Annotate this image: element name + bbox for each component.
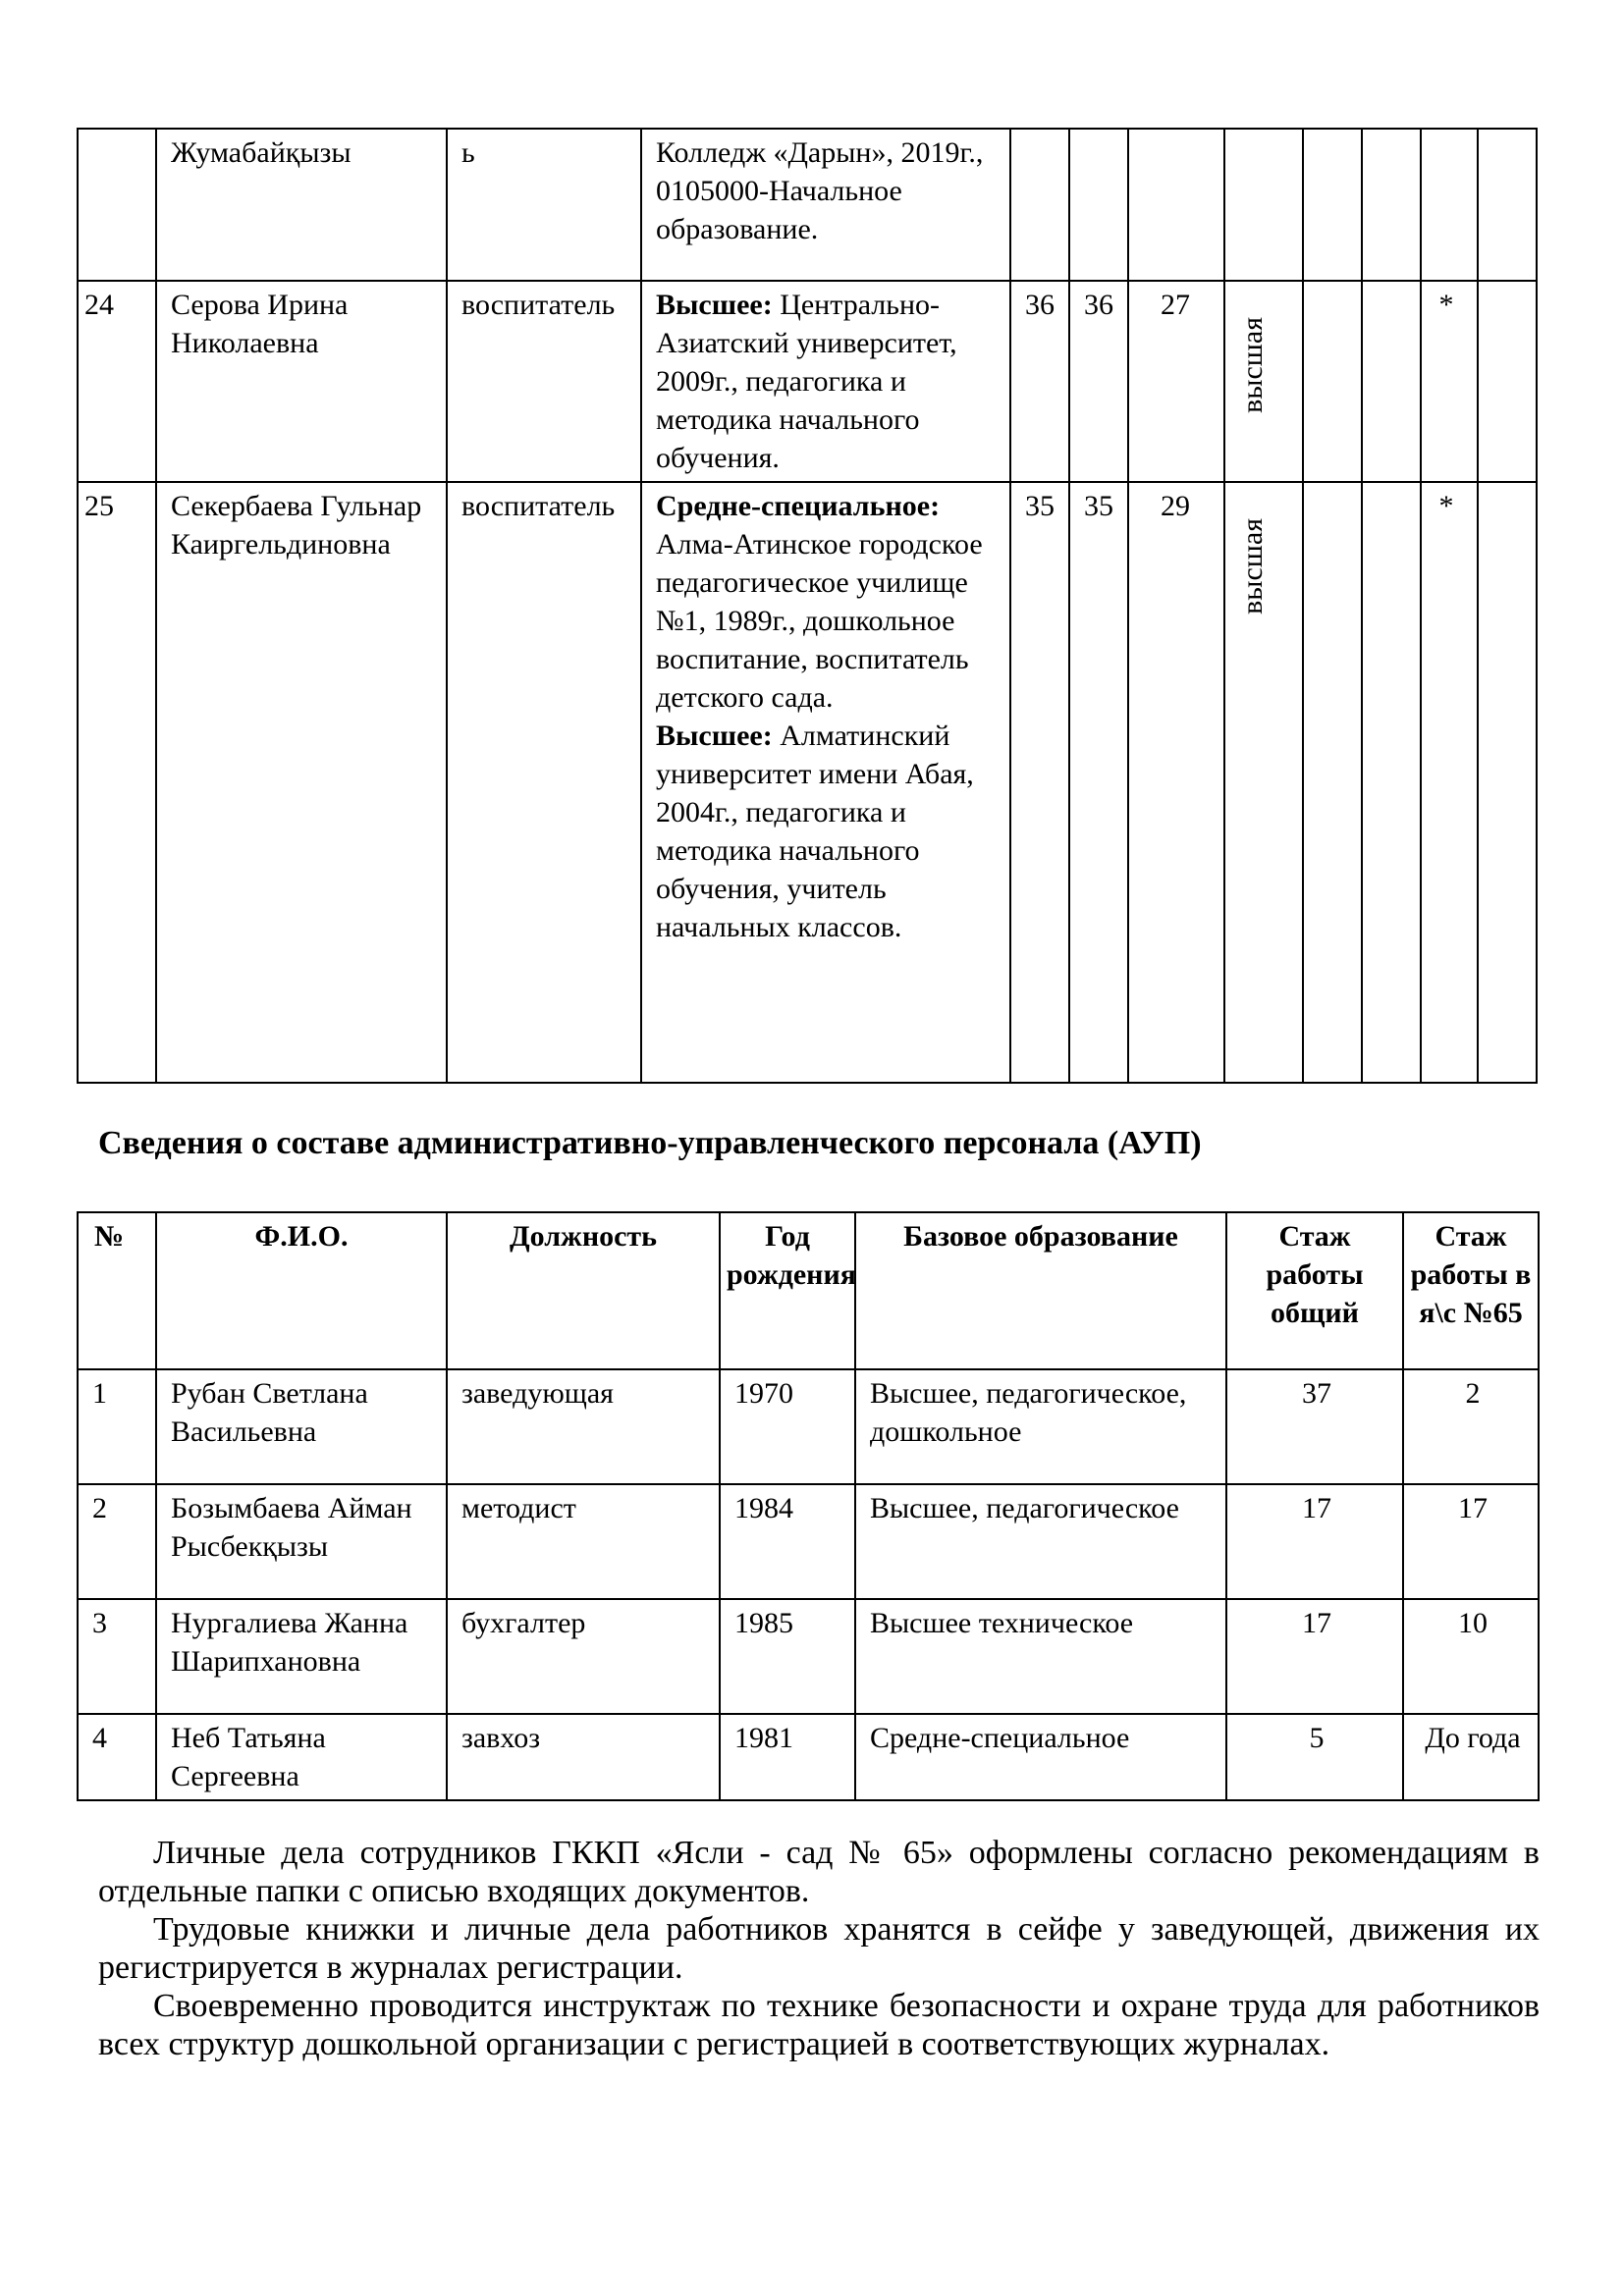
education-label: Средне-специальное: [656,490,941,522]
table-header-row [78,1212,1539,1369]
value-cell: 35 [1010,482,1069,1083]
cell-empty [1421,129,1478,281]
staff-position: завхоз [447,1714,720,1800]
education-text: Колледж «Дарын», 2019г., 0105000-Начальное образование. [656,136,984,245]
total-experience: 5 [1226,1714,1403,1800]
row-number: 25 [78,482,156,1083]
staff-name: Жумабайқызы [156,129,447,281]
value-cell: 27 [1128,281,1224,482]
staff-position: заведующая [447,1369,720,1484]
education-label: Высшее: [656,289,773,321]
header-local-experience: Стаж работы в я\с №65 [1403,1212,1539,1369]
cell-empty [1478,129,1537,281]
cell-empty [1128,129,1224,281]
cell-empty [1224,129,1303,281]
category-cell [1224,281,1303,482]
paragraph-safety-briefing: Своевременно проводится инструктаж по технике безопасности и охране труда для работников всех структур дошкольной организации с регистрацией в соответствующих журналах. [98,1988,1540,2062]
staff-education: Высшее техническое [855,1599,1226,1714]
admin-staff-table [77,1211,1540,1801]
cell-empty [1478,482,1537,1083]
value-cell: 29 [1128,482,1224,1083]
staff-education [641,129,1010,281]
value-cell: 36 [1069,281,1128,482]
birth-year: 1984 [720,1484,855,1599]
header-total-experience: Стаж работы общий [1226,1212,1403,1369]
staff-position: воспитатель [447,281,641,482]
cell-empty [1010,129,1069,281]
cell-empty [1362,281,1421,482]
cell-empty [1303,129,1362,281]
cell-empty [1362,129,1421,281]
cell-empty [1303,281,1362,482]
birth-year: 1970 [720,1369,855,1484]
header-birth-year: Год рождения [720,1212,855,1369]
value-cell: 36 [1010,281,1069,482]
row-number: 1 [78,1369,156,1484]
education-label: Высшее: [656,720,773,752]
staff-table-continued [77,128,1538,1084]
table-row [78,1714,1539,1800]
paragraph-work-books: Трудовые книжки и личные дела работников хранятся в сейфе у заведующей, движения их регистрируется в журналах регистрации. [98,1911,1540,1986]
value-cell: 35 [1069,482,1128,1083]
table-row [78,129,1537,281]
table-row [78,1369,1539,1484]
local-experience: До года [1403,1714,1539,1800]
staff-education: Высшее, педагогическое [855,1484,1226,1599]
star-mark: * [1421,281,1478,482]
staff-name: Неб Татьяна Сергеевна [156,1714,447,1800]
table-row [78,482,1537,1083]
row-number [78,129,156,281]
cell-empty [1069,129,1128,281]
star-mark: * [1421,482,1478,1083]
table-row [78,1599,1539,1714]
staff-position: бухгалтер [447,1599,720,1714]
local-experience: 17 [1403,1484,1539,1599]
staff-name: Серова Ирина Николаевна [156,281,447,482]
birth-year: 1985 [720,1599,855,1714]
header-position: Должность [447,1212,720,1369]
header-number: № [78,1212,156,1369]
row-number: 4 [78,1714,156,1800]
category-label: высшая [1236,518,1269,614]
row-number: 2 [78,1484,156,1599]
staff-name: Нургалиева Жанна Шарипхановна [156,1599,447,1714]
row-number: 24 [78,281,156,482]
staff-education: Высшее, педагогическое, дошкольное [855,1369,1226,1484]
cell-empty [1303,482,1362,1083]
total-experience: 37 [1226,1369,1403,1484]
staff-name: Рубан Светлана Васильевна [156,1369,447,1484]
education-text: Алма-Атинское городское педагогическое училище №1, 1989г., дошкольное воспитание, воспитатель детского сада. [656,528,983,714]
staff-education [641,281,1010,482]
cell-empty [1478,281,1537,482]
staff-education [641,482,1010,1083]
table-row [78,281,1537,482]
table-row [78,1484,1539,1599]
staff-position: воспитатель [447,482,641,1083]
total-experience: 17 [1226,1599,1403,1714]
staff-education: Средне-специальное [855,1714,1226,1800]
cell-empty [1362,482,1421,1083]
section-heading: Сведения о составе административно-управленческого персонала (АУП) [98,1125,1202,1161]
staff-position: методист [447,1484,720,1599]
local-experience: 2 [1403,1369,1539,1484]
staff-name: Секербаева Гульнар Каиргельдиновна [156,482,447,1083]
paragraph-personal-files: Личные дела сотрудников ГККП «Ясли - сад № 65» оформлены согласно рекомендациям в отдельные папки с описью входящих документов. [98,1835,1540,1909]
education-text: Центрально-Азиатский университет, 2009г., педагогика и методика начального обучения. [656,289,957,474]
category-cell [1224,482,1303,1083]
header-education: Базовое образование [855,1212,1226,1369]
row-number: 3 [78,1599,156,1714]
local-experience: 10 [1403,1599,1539,1714]
category-label: высшая [1236,317,1269,413]
birth-year: 1981 [720,1714,855,1800]
staff-name: Бозымбаева Айман Рысбекқызы [156,1484,447,1599]
total-experience: 17 [1226,1484,1403,1599]
education-text: Алматинский университет имени Абая, 2004г., педагогика и методика начального обучения, учитель начальных классов. [656,720,974,943]
header-name: Ф.И.О. [156,1212,447,1369]
staff-position: ь [447,129,641,281]
